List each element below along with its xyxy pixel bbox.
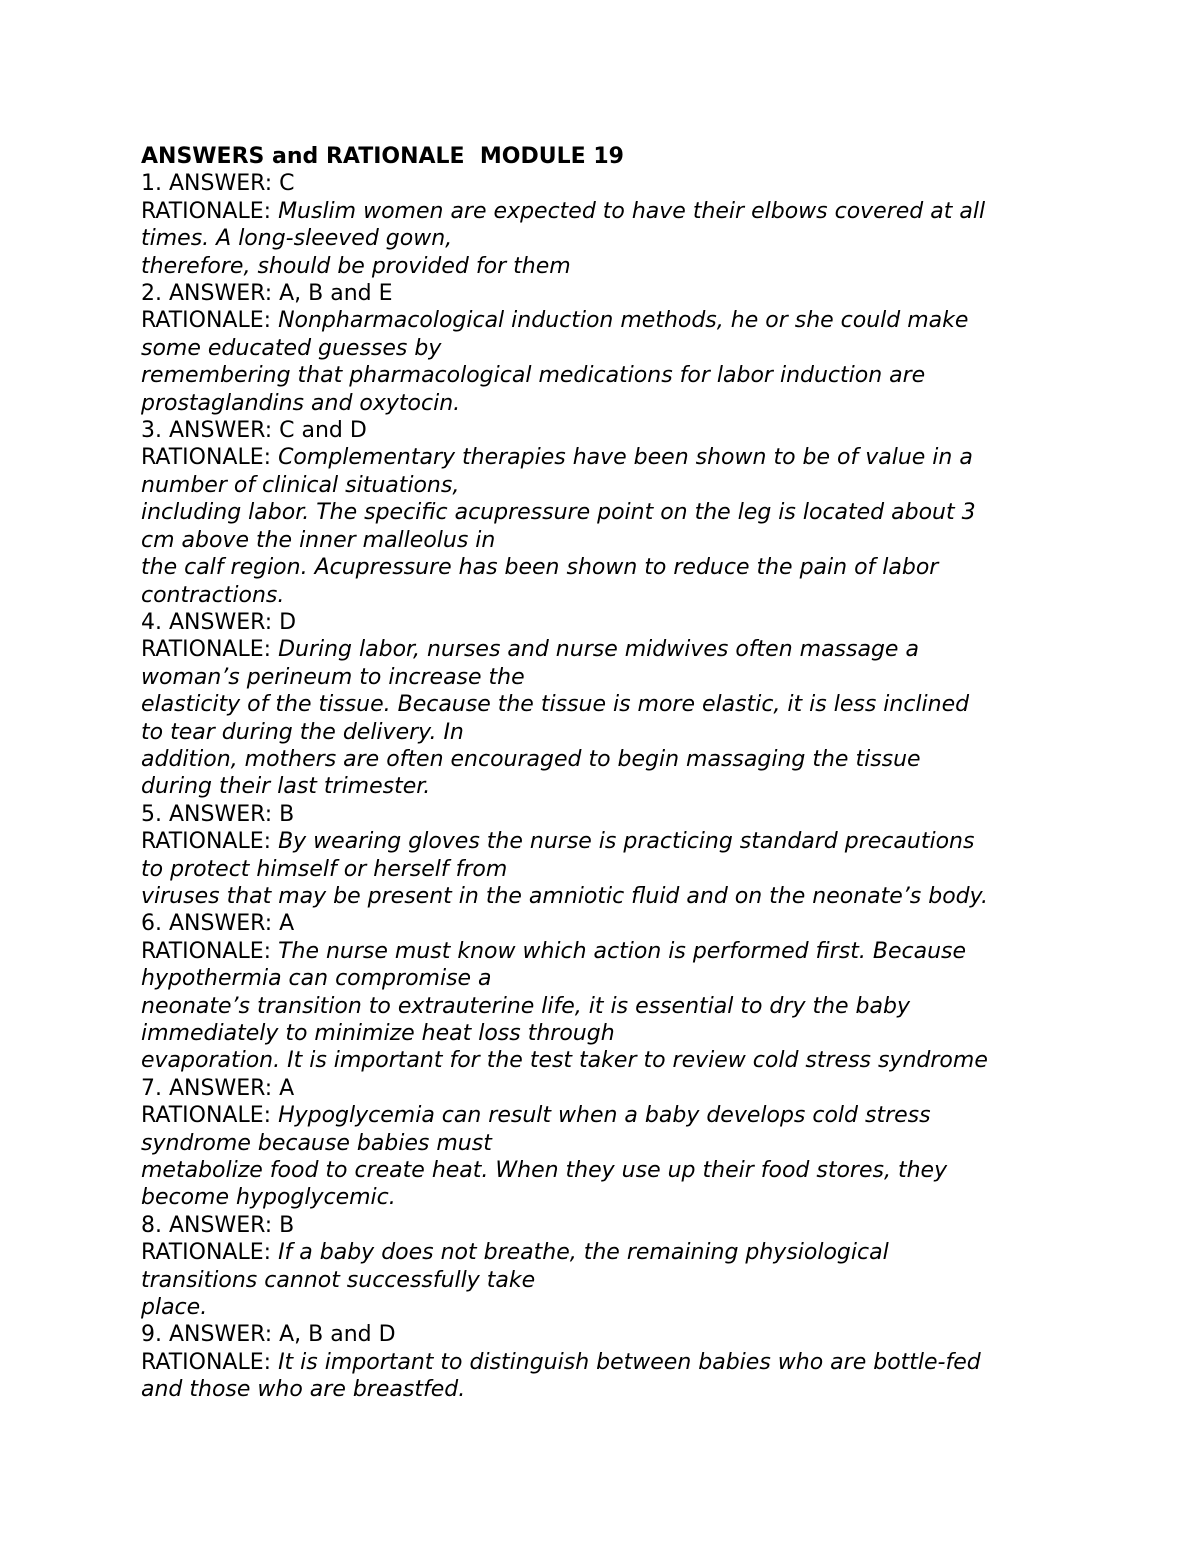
rationale-line bbox=[141, 746, 1141, 773]
rationale-label: RATIONALE: bbox=[141, 445, 279, 471]
rationale-label: RATIONALE: bbox=[141, 198, 279, 224]
rationale-text: The nurse must know which action is performed first. Because bbox=[278, 938, 967, 964]
rationale-text: and those who are breastfed. bbox=[141, 1377, 466, 1403]
rationale-text: Complementary therapies have been shown to be of value in a bbox=[278, 445, 973, 471]
answer-line: 9. ANSWER: A, B and D bbox=[141, 1322, 396, 1348]
rationale-text: number of clinical situations, bbox=[141, 472, 460, 498]
answer-line: 4. ANSWER: D bbox=[141, 609, 297, 635]
rationale-text: during their last trimester. bbox=[141, 774, 431, 800]
rationale-label: RATIONALE: bbox=[141, 938, 279, 964]
rationale-line bbox=[141, 719, 1141, 746]
rationale-line bbox=[141, 444, 1141, 471]
rationale-text: viruses that may be present in the amniotic fluid and on the neonate’s body. bbox=[141, 883, 988, 909]
rationale-text: woman’s perineum to increase the bbox=[141, 664, 525, 690]
rationale-line bbox=[141, 773, 1141, 800]
rationale-text: remembering that pharmacological medications for labor induction are bbox=[141, 363, 926, 389]
rationale-text: to protect himself or herself from bbox=[141, 856, 508, 882]
rationale-text: elasticity of the tissue. Because the tissue is more elastic, it is less inclined bbox=[141, 692, 970, 718]
rationale-text: addition, mothers are often encouraged to begin massaging the tissue bbox=[141, 746, 921, 772]
rationale-text: metabolize food to create heat. When they use up their food stores, they bbox=[141, 1158, 948, 1184]
rationale-line bbox=[141, 554, 1141, 581]
rationale-line bbox=[141, 1102, 1141, 1129]
answer-line: 1. ANSWER: C bbox=[141, 171, 295, 197]
rationale-text: syndrome because babies must bbox=[141, 1130, 492, 1156]
rationale-text: to tear during the delivery. In bbox=[141, 719, 464, 745]
rationale-line bbox=[141, 390, 1141, 417]
answer-line: 7. ANSWER: A bbox=[141, 1075, 295, 1101]
rationale-text: evaporation. It is important for the test taker to review cold stress syndrome bbox=[141, 1048, 988, 1074]
rationale-text: become hypoglycemic. bbox=[141, 1185, 396, 1211]
rationale-text: Nonpharmacological induction methods, he or she could make bbox=[278, 308, 969, 334]
rationale-text: transitions cannot successfully take bbox=[141, 1267, 536, 1293]
rationale-line bbox=[141, 938, 1141, 965]
rationale-line bbox=[141, 1294, 1141, 1321]
answer-line: 8. ANSWER: B bbox=[141, 1212, 295, 1238]
rationale-text: therefore, should be provided for them bbox=[141, 253, 571, 279]
rationale-line bbox=[141, 1047, 1141, 1074]
rationale-line bbox=[141, 993, 1141, 1020]
rationale-line bbox=[141, 198, 1141, 225]
rationale-line bbox=[141, 582, 1141, 609]
rationale-line bbox=[141, 1130, 1141, 1157]
rationale-line bbox=[141, 1239, 1141, 1266]
rationale-text: place. bbox=[141, 1295, 208, 1321]
answer-line: 6. ANSWER: A bbox=[141, 911, 295, 937]
rationale-line bbox=[141, 472, 1141, 499]
rationale-text: neonate’s transition to extrauterine life, it is essential to dry the baby bbox=[141, 993, 910, 1019]
rationale-label: RATIONALE: bbox=[141, 1240, 279, 1266]
rationale-text: times. A long-sleeved gown, bbox=[141, 226, 453, 252]
rationale-text: It is important to distinguish between babies who are bottle-fed bbox=[278, 1349, 981, 1375]
rationale-text: some educated guesses by bbox=[141, 335, 442, 361]
rationale-label: RATIONALE: bbox=[141, 1349, 279, 1375]
rationale-line bbox=[141, 1267, 1141, 1294]
answer-line: 2. ANSWER: A, B and E bbox=[141, 281, 393, 307]
rationale-line bbox=[141, 965, 1141, 992]
rationale-line bbox=[141, 1157, 1141, 1184]
rationale-line bbox=[141, 1349, 1141, 1376]
rationale-line bbox=[141, 856, 1141, 883]
rationale-line bbox=[141, 691, 1141, 718]
document-page bbox=[141, 143, 1141, 1404]
rationale-line bbox=[141, 828, 1141, 855]
rationale-text: Hypoglycemia can result when a baby develops cold stress bbox=[278, 1103, 931, 1129]
rationale-text: the calf region. Acupressure has been shown to reduce the pain of labor bbox=[141, 555, 939, 581]
document-title: ANSWERS and RATIONALE MODULE 19 bbox=[141, 144, 624, 169]
rationale-line bbox=[141, 1020, 1141, 1047]
rationale-line bbox=[141, 253, 1141, 280]
rationale-line bbox=[141, 664, 1141, 691]
rationale-line bbox=[141, 362, 1141, 389]
rationale-line bbox=[141, 225, 1141, 252]
rationale-text: cm above the inner malleolus in bbox=[141, 527, 496, 553]
rationale-text: prostaglandins and oxytocin. bbox=[141, 390, 461, 416]
rationale-label: RATIONALE: bbox=[141, 637, 279, 663]
rationale-line bbox=[141, 1184, 1141, 1211]
rationale-line bbox=[141, 307, 1141, 334]
rationale-label: RATIONALE: bbox=[141, 829, 279, 855]
rationale-text: If a baby does not breathe, the remaining physiological bbox=[278, 1240, 889, 1266]
rationale-text: Muslim women are expected to have their elbows covered at all bbox=[278, 198, 986, 224]
rationale-line bbox=[141, 335, 1141, 362]
answer-line: 5. ANSWER: B bbox=[141, 801, 295, 827]
rationale-line bbox=[141, 636, 1141, 663]
rationale-text: including labor. The specific acupressure point on the leg is located about 3 bbox=[141, 500, 976, 526]
rationale-text: During labor, nurses and nurse midwives often massage a bbox=[278, 637, 919, 663]
rationale-text: By wearing gloves the nurse is practicing standard precautions bbox=[278, 829, 975, 855]
rationale-line bbox=[141, 499, 1141, 526]
rationale-text: contractions. bbox=[141, 582, 285, 608]
rationale-line bbox=[141, 883, 1141, 910]
answer-list bbox=[141, 170, 1141, 1403]
rationale-label: RATIONALE: bbox=[141, 1103, 279, 1129]
rationale-text: hypothermia can compromise a bbox=[141, 966, 492, 992]
rationale-line bbox=[141, 1376, 1141, 1403]
rationale-text: immediately to minimize heat loss through bbox=[141, 1021, 615, 1046]
rationale-line bbox=[141, 527, 1141, 554]
answer-line: 3. ANSWER: C and D bbox=[141, 418, 367, 444]
rationale-label: RATIONALE: bbox=[141, 308, 279, 334]
